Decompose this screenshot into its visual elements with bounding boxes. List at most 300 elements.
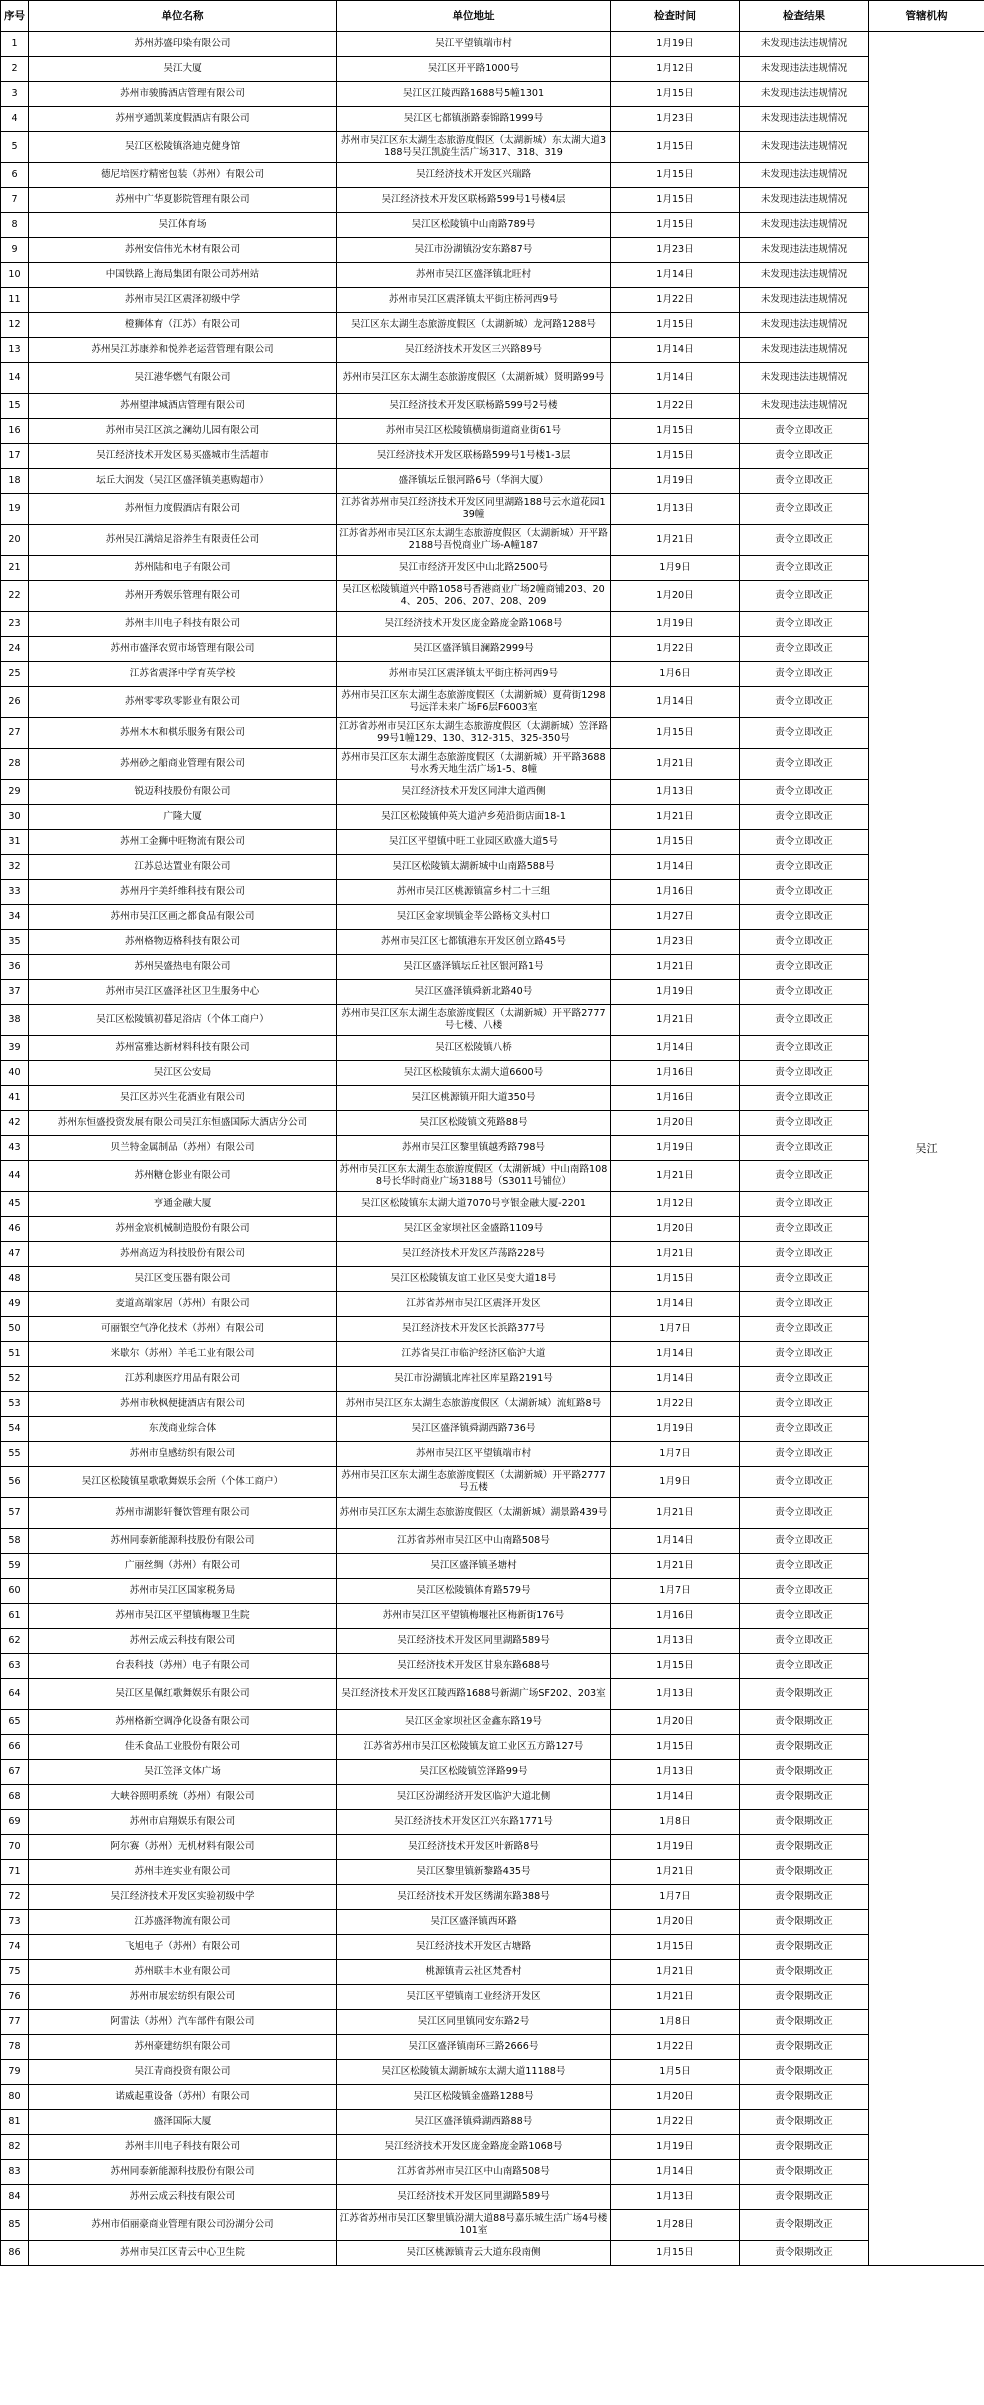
table-row xyxy=(1,1679,984,1710)
inspection-result: 责令立即改正 xyxy=(740,1529,869,1554)
inspection-result: 责令立即改正 xyxy=(740,581,869,612)
table-row xyxy=(1,581,984,612)
unit-name: 苏州中广华夏影院管理有限公司 xyxy=(29,188,337,213)
inspection-date: 1月21日 xyxy=(611,1242,740,1267)
row-seq: 12 xyxy=(1,313,29,338)
row-seq: 19 xyxy=(1,494,29,525)
unit-address: 吴江区松陵镇太湖新城中山南路588号 xyxy=(337,855,611,880)
unit-name: 苏州富雅达新材料科技有限公司 xyxy=(29,1036,337,1061)
table-row xyxy=(1,188,984,213)
table-row xyxy=(1,1161,984,1192)
table-row xyxy=(1,637,984,662)
inspection-date: 1月21日 xyxy=(611,955,740,980)
row-seq: 40 xyxy=(1,1061,29,1086)
inspection-date: 1月21日 xyxy=(611,1554,740,1579)
row-seq: 83 xyxy=(1,2160,29,2185)
table-row xyxy=(1,1554,984,1579)
table-row xyxy=(1,1342,984,1367)
table-row xyxy=(1,1710,984,1735)
row-seq: 76 xyxy=(1,1985,29,2010)
inspection-result: 未发现违法违规情况 xyxy=(740,338,869,363)
inspection-result: 责令立即改正 xyxy=(740,880,869,905)
unit-address: 吴江市汾湖镇北库社区库星路2191号 xyxy=(337,1367,611,1392)
unit-address: 江苏省苏州市吴江区东太湖生态旅游度假区（太湖新城）开平路2188号吾悦商业广场-A幢187 xyxy=(337,525,611,556)
unit-address: 苏州市吴江区震泽镇太平街庄桥河西9号 xyxy=(337,662,611,687)
inspection-result: 责令限期改正 xyxy=(740,1885,869,1910)
inspection-date: 1月20日 xyxy=(611,581,740,612)
table-row xyxy=(1,1192,984,1217)
inspection-date: 1月21日 xyxy=(611,1161,740,1192)
unit-name: 苏州同泰新能源科技股份有限公司 xyxy=(29,1529,337,1554)
inspection-date: 1月14日 xyxy=(611,1342,740,1367)
unit-address: 吴江区松陵镇文苑路88号 xyxy=(337,1111,611,1136)
header-authority: 管辖机构 xyxy=(869,1,984,32)
table-row xyxy=(1,1935,984,1960)
inspection-result: 责令立即改正 xyxy=(740,612,869,637)
table-row xyxy=(1,263,984,288)
unit-name: 盛泽国际大厦 xyxy=(29,2110,337,2135)
unit-name: 东茂商业综合体 xyxy=(29,1417,337,1442)
inspection-date: 1月22日 xyxy=(611,2035,740,2060)
unit-address: 吴江区桃源镇青云大道东段南侧 xyxy=(337,2241,611,2266)
row-seq: 73 xyxy=(1,1910,29,1935)
unit-name: 苏州市盛泽农贸市场管理有限公司 xyxy=(29,637,337,662)
inspection-date: 1月19日 xyxy=(611,1417,740,1442)
unit-name: 苏州格物迈格科技有限公司 xyxy=(29,930,337,955)
row-seq: 9 xyxy=(1,238,29,263)
table-row xyxy=(1,1317,984,1342)
row-seq: 14 xyxy=(1,363,29,394)
inspection-result: 责令立即改正 xyxy=(740,1498,869,1529)
unit-address: 苏州市吴江区东太湖生态旅游度假区（太湖新城）贤明路99号 xyxy=(337,363,611,394)
table-row xyxy=(1,132,984,163)
unit-name: 苏州豪建纺织有限公司 xyxy=(29,2035,337,2060)
inspection-date: 1月14日 xyxy=(611,687,740,718)
unit-address: 吴江经济技术开发区长浜路377号 xyxy=(337,1317,611,1342)
inspection-result: 责令立即改正 xyxy=(740,1629,869,1654)
table-row xyxy=(1,2110,984,2135)
inspection-date: 1月7日 xyxy=(611,1579,740,1604)
unit-address: 吴江区松陵镇太湖新城东太湖大道11188号 xyxy=(337,2060,611,2085)
unit-address: 吴江经济技术开发区芦荡路228号 xyxy=(337,1242,611,1267)
unit-address: 吴江区盛泽镇舜新北路40号 xyxy=(337,980,611,1005)
unit-name: 阿尔赛（苏州）无机材料有限公司 xyxy=(29,1835,337,1860)
table-row xyxy=(1,1835,984,1860)
inspection-date: 1月5日 xyxy=(611,2060,740,2085)
table-row xyxy=(1,1136,984,1161)
row-seq: 45 xyxy=(1,1192,29,1217)
authority-cell: 吴江 xyxy=(869,32,984,2266)
unit-address: 吴江区桃源镇开阳大道350号 xyxy=(337,1086,611,1111)
inspection-result: 责令立即改正 xyxy=(740,749,869,780)
row-seq: 17 xyxy=(1,444,29,469)
table-row xyxy=(1,1498,984,1529)
unit-name: 台表科技（苏州）电子有限公司 xyxy=(29,1654,337,1679)
unit-name: 中国铁路上海局集团有限公司苏州站 xyxy=(29,263,337,288)
unit-name: 苏州苏盛印染有限公司 xyxy=(29,32,337,57)
unit-address: 江苏省苏州市吴江区震泽开发区 xyxy=(337,1292,611,1317)
table-row xyxy=(1,1885,984,1910)
inspection-date: 1月14日 xyxy=(611,1367,740,1392)
inspection-date: 1月19日 xyxy=(611,469,740,494)
unit-address: 吴江经济技术开发区同里湖路589号 xyxy=(337,2185,611,2210)
unit-name: 广隆大厦 xyxy=(29,805,337,830)
inspection-result: 责令立即改正 xyxy=(740,1467,869,1498)
unit-address: 苏州市吴江区东太湖生态旅游度假区（太湖新城）开平路2777号五楼 xyxy=(337,1467,611,1498)
inspection-result: 未发现违法违规情况 xyxy=(740,163,869,188)
unit-address: 苏州市吴江区东太湖生态旅游度假区（太湖新城）夏荷街1298号远洋未来广场F6层F6003室 xyxy=(337,687,611,718)
inspection-result: 责令立即改正 xyxy=(740,1579,869,1604)
row-seq: 21 xyxy=(1,556,29,581)
unit-address: 吴江区东太湖生态旅游度假区（太湖新城）龙河路1288号 xyxy=(337,313,611,338)
inspection-date: 1月21日 xyxy=(611,1498,740,1529)
unit-name: 苏州陆和电子有限公司 xyxy=(29,556,337,581)
inspection-result: 责令限期改正 xyxy=(740,1860,869,1885)
header-inspection-result: 检查结果 xyxy=(740,1,869,32)
table-row xyxy=(1,612,984,637)
row-seq: 44 xyxy=(1,1161,29,1192)
inspection-date: 1月15日 xyxy=(611,188,740,213)
table-row xyxy=(1,662,984,687)
inspection-date: 1月15日 xyxy=(611,830,740,855)
unit-address: 吴江经济技术开发区甘泉东路688号 xyxy=(337,1654,611,1679)
unit-name: 佳禾食品工业股份有限公司 xyxy=(29,1735,337,1760)
inspection-result: 责令限期改正 xyxy=(740,1760,869,1785)
unit-address: 吴江区盛泽镇目澜路2999号 xyxy=(337,637,611,662)
row-seq: 71 xyxy=(1,1860,29,1885)
table-row xyxy=(1,955,984,980)
unit-address: 吴江经济技术开发区庞金路庞金路1068号 xyxy=(337,612,611,637)
inspection-result: 未发现违法违规情况 xyxy=(740,82,869,107)
unit-name: 苏州联丰木业有限公司 xyxy=(29,1960,337,1985)
row-seq: 24 xyxy=(1,637,29,662)
row-seq: 23 xyxy=(1,612,29,637)
inspection-result: 责令立即改正 xyxy=(740,494,869,525)
row-seq: 1 xyxy=(1,32,29,57)
inspection-result: 责令立即改正 xyxy=(740,1192,869,1217)
inspection-result: 责令限期改正 xyxy=(740,1785,869,1810)
unit-name: 苏州高迈为科技股份有限公司 xyxy=(29,1242,337,1267)
unit-name: 吴江区松陵镇星歌歌舞娱乐会所（个体工商户） xyxy=(29,1467,337,1498)
inspection-result: 责令立即改正 xyxy=(740,805,869,830)
inspection-date: 1月14日 xyxy=(611,338,740,363)
unit-address: 吴江区盛泽镇圣塘村 xyxy=(337,1554,611,1579)
inspection-result: 未发现违法违规情况 xyxy=(740,132,869,163)
table-row xyxy=(1,1985,984,2010)
table-row xyxy=(1,780,984,805)
unit-name: 苏州安信伟光木材有限公司 xyxy=(29,238,337,263)
inspection-date: 1月15日 xyxy=(611,1654,740,1679)
table-row xyxy=(1,880,984,905)
unit-address: 吴江区平望镇中旺工业园区欧盛大道5号 xyxy=(337,830,611,855)
table-row xyxy=(1,394,984,419)
unit-name: 苏州格新空调净化设备有限公司 xyxy=(29,1710,337,1735)
inspection-date: 1月16日 xyxy=(611,1086,740,1111)
unit-name: 苏州市展宏纺织有限公司 xyxy=(29,1985,337,2010)
inspection-result: 责令立即改正 xyxy=(740,1654,869,1679)
inspection-date: 1月21日 xyxy=(611,1960,740,1985)
unit-name: 苏州金宸机械制造股份有限公司 xyxy=(29,1217,337,1242)
unit-address: 苏州市吴江区东太湖生态旅游度假区（太湖新城）湖景路439号 xyxy=(337,1498,611,1529)
row-seq: 16 xyxy=(1,419,29,444)
inspection-date: 1月13日 xyxy=(611,780,740,805)
row-seq: 48 xyxy=(1,1267,29,1292)
inspection-result: 责令立即改正 xyxy=(740,905,869,930)
table-row xyxy=(1,1467,984,1498)
unit-address: 吴江区金家坝社区金鑫东路19号 xyxy=(337,1710,611,1735)
inspection-date: 1月7日 xyxy=(611,1442,740,1467)
row-seq: 84 xyxy=(1,2185,29,2210)
unit-address: 江苏省苏州市吴江区中山南路508号 xyxy=(337,1529,611,1554)
row-seq: 74 xyxy=(1,1935,29,1960)
inspection-date: 1月15日 xyxy=(611,1735,740,1760)
inspection-result: 责令限期改正 xyxy=(740,1985,869,2010)
unit-name: 橙狮体育（江苏）有限公司 xyxy=(29,313,337,338)
row-seq: 18 xyxy=(1,469,29,494)
unit-address: 苏州市吴江区东太湖生态旅游度假区（太湖新城）流虹路8号 xyxy=(337,1392,611,1417)
header-unit-name: 单位名称 xyxy=(29,1,337,32)
row-seq: 11 xyxy=(1,288,29,313)
unit-address: 苏州市吴江区东太湖生态旅游度假区（太湖新城）东太湖大道3188号吴江凯旋生活广场317、318、319 xyxy=(337,132,611,163)
row-seq: 35 xyxy=(1,930,29,955)
inspection-result: 责令立即改正 xyxy=(740,1604,869,1629)
table-row xyxy=(1,749,984,780)
inspection-result: 责令立即改正 xyxy=(740,1392,869,1417)
inspection-date: 1月22日 xyxy=(611,394,740,419)
table-row xyxy=(1,1005,984,1036)
inspection-result: 未发现违法违规情况 xyxy=(740,238,869,263)
row-seq: 56 xyxy=(1,1467,29,1498)
inspection-result: 责令限期改正 xyxy=(740,1960,869,1985)
inspection-result: 责令立即改正 xyxy=(740,855,869,880)
unit-address: 吴江经济技术开发区庞金路庞金路1068号 xyxy=(337,2135,611,2160)
inspection-date: 1月14日 xyxy=(611,1036,740,1061)
inspection-date: 1月15日 xyxy=(611,313,740,338)
unit-name: 苏州云成云科技有限公司 xyxy=(29,1629,337,1654)
row-seq: 85 xyxy=(1,2210,29,2241)
inspection-date: 1月15日 xyxy=(611,444,740,469)
unit-address: 吴江区黎里镇新黎路435号 xyxy=(337,1860,611,1885)
inspection-date: 1月21日 xyxy=(611,805,740,830)
row-seq: 37 xyxy=(1,980,29,1005)
unit-address: 苏州市吴江区松陵镇横扇街道商业街61号 xyxy=(337,419,611,444)
row-seq: 33 xyxy=(1,880,29,905)
unit-address: 吴江区七都镇浙路泰锦路1999号 xyxy=(337,107,611,132)
inspection-result: 未发现违法违规情况 xyxy=(740,263,869,288)
inspection-date: 1月15日 xyxy=(611,419,740,444)
unit-address: 盛泽镇坛丘银河路6号（华润大厦） xyxy=(337,469,611,494)
inspection-result: 责令立即改正 xyxy=(740,980,869,1005)
table-row xyxy=(1,2185,984,2210)
inspection-result: 责令立即改正 xyxy=(740,1111,869,1136)
inspection-result: 未发现违法违规情况 xyxy=(740,363,869,394)
unit-address: 吴江区江陵西路1688号5幢1301 xyxy=(337,82,611,107)
unit-name: 苏州恒力度假酒店有限公司 xyxy=(29,494,337,525)
unit-address: 吴江区松陵镇东太湖大道7070号亨银金融大厦-2201 xyxy=(337,1192,611,1217)
unit-name: 苏州零零玖零影业有限公司 xyxy=(29,687,337,718)
table-row xyxy=(1,1061,984,1086)
unit-address: 吴江平望镇端市村 xyxy=(337,32,611,57)
inspection-result: 责令立即改正 xyxy=(740,1061,869,1086)
inspection-date: 1月15日 xyxy=(611,718,740,749)
inspection-result: 责令限期改正 xyxy=(740,1679,869,1710)
row-seq: 66 xyxy=(1,1735,29,1760)
row-seq: 63 xyxy=(1,1654,29,1679)
unit-name: 苏州市吴江区震泽初级中学 xyxy=(29,288,337,313)
table-body xyxy=(1,32,984,2266)
inspection-result: 责令立即改正 xyxy=(740,1267,869,1292)
inspection-date: 1月16日 xyxy=(611,1604,740,1629)
row-seq: 68 xyxy=(1,1785,29,1810)
row-seq: 28 xyxy=(1,749,29,780)
inspection-result: 责令立即改正 xyxy=(740,1554,869,1579)
row-seq: 8 xyxy=(1,213,29,238)
unit-name: 苏州吴盛热电有限公司 xyxy=(29,955,337,980)
row-seq: 62 xyxy=(1,1629,29,1654)
row-seq: 82 xyxy=(1,2135,29,2160)
inspection-date: 1月27日 xyxy=(611,905,740,930)
unit-address: 吴江区汾湖经济开发区临沪大道北侧 xyxy=(337,1785,611,1810)
table-row xyxy=(1,313,984,338)
inspection-date: 1月14日 xyxy=(611,363,740,394)
unit-address: 苏州市吴江区七都镇港东开发区创立路45号 xyxy=(337,930,611,955)
unit-name: 苏州东恒盛投资发展有限公司吴江东恒盛国际大酒店分公司 xyxy=(29,1111,337,1136)
unit-address: 吴江经济技术开发区兴瑞路 xyxy=(337,163,611,188)
inspection-date: 1月7日 xyxy=(611,1885,740,1910)
unit-address: 江苏省苏州市吴江区中山南路508号 xyxy=(337,2160,611,2185)
table-row xyxy=(1,1529,984,1554)
row-seq: 69 xyxy=(1,1810,29,1835)
inspection-date: 1月15日 xyxy=(611,2241,740,2266)
header-seq: 序号 xyxy=(1,1,29,32)
unit-address: 吴江区盛泽镇西环路 xyxy=(337,1910,611,1935)
inspection-date: 1月15日 xyxy=(611,163,740,188)
unit-name: 吴江港华燃气有限公司 xyxy=(29,363,337,394)
row-seq: 22 xyxy=(1,581,29,612)
table-row xyxy=(1,556,984,581)
inspection-date: 1月12日 xyxy=(611,57,740,82)
table-header-row xyxy=(1,1,984,32)
table-row xyxy=(1,1760,984,1785)
unit-address: 吴江经济技术开发区同津大道西侧 xyxy=(337,780,611,805)
table-row xyxy=(1,2241,984,2266)
unit-address: 吴江经济技术开发区江兴东路1771号 xyxy=(337,1810,611,1835)
table-row xyxy=(1,444,984,469)
row-seq: 26 xyxy=(1,687,29,718)
row-seq: 43 xyxy=(1,1136,29,1161)
table-row xyxy=(1,1036,984,1061)
inspection-result: 责令立即改正 xyxy=(740,955,869,980)
table-row xyxy=(1,238,984,263)
row-seq: 59 xyxy=(1,1554,29,1579)
table-row xyxy=(1,57,984,82)
inspection-date: 1月14日 xyxy=(611,1529,740,1554)
inspection-result: 责令限期改正 xyxy=(740,1910,869,1935)
inspection-result: 责令限期改正 xyxy=(740,2160,869,2185)
inspection-result: 责令立即改正 xyxy=(740,556,869,581)
row-seq: 15 xyxy=(1,394,29,419)
unit-address: 吴江区松陵镇体育路579号 xyxy=(337,1579,611,1604)
inspection-result: 责令限期改正 xyxy=(740,2110,869,2135)
unit-address: 吴江市汾湖镇汾安东路87号 xyxy=(337,238,611,263)
row-seq: 38 xyxy=(1,1005,29,1036)
inspection-date: 1月19日 xyxy=(611,1835,740,1860)
unit-address: 吴江区同里镇同安东路2号 xyxy=(337,2010,611,2035)
row-seq: 52 xyxy=(1,1367,29,1392)
unit-name: 苏州市吴江区国家税务局 xyxy=(29,1579,337,1604)
row-seq: 20 xyxy=(1,525,29,556)
unit-address: 吴江区松陵镇东太湖大道6600号 xyxy=(337,1061,611,1086)
inspection-result: 未发现违法违规情况 xyxy=(740,57,869,82)
unit-name: 苏州市佰丽豪商业管理有限公司汾湖分公司 xyxy=(29,2210,337,2241)
inspection-date: 1月22日 xyxy=(611,2110,740,2135)
row-seq: 70 xyxy=(1,1835,29,1860)
unit-name: 苏州望津城酒店管理有限公司 xyxy=(29,394,337,419)
unit-name: 苏州市秋枫便捷酒店有限公司 xyxy=(29,1392,337,1417)
inspection-date: 1月6日 xyxy=(611,662,740,687)
row-seq: 29 xyxy=(1,780,29,805)
table-row xyxy=(1,2060,984,2085)
row-seq: 61 xyxy=(1,1604,29,1629)
unit-name: 阿雷法（苏州）汽车部件有限公司 xyxy=(29,2010,337,2035)
unit-address: 苏州市吴江区黎里镇越秀路798号 xyxy=(337,1136,611,1161)
table-row xyxy=(1,1417,984,1442)
unit-address: 吴江经济技术开发区叶新路8号 xyxy=(337,1835,611,1860)
unit-name: 苏州开秀娱乐管理有限公司 xyxy=(29,581,337,612)
inspection-result: 未发现违法违规情况 xyxy=(740,313,869,338)
unit-name: 吴江经济技术开发区易买盛城市生活超市 xyxy=(29,444,337,469)
unit-address: 江苏省苏州市吴江经济技术开发区同里湖路188号云水道花园139幢 xyxy=(337,494,611,525)
table-row xyxy=(1,1604,984,1629)
table-row xyxy=(1,1442,984,1467)
table-row xyxy=(1,687,984,718)
table-row xyxy=(1,338,984,363)
inspection-date: 1月23日 xyxy=(611,107,740,132)
inspection-date: 1月19日 xyxy=(611,2135,740,2160)
row-seq: 41 xyxy=(1,1086,29,1111)
inspection-date: 1月20日 xyxy=(611,1910,740,1935)
table-row xyxy=(1,469,984,494)
row-seq: 5 xyxy=(1,132,29,163)
unit-name: 苏州市吴江区画之都食品有限公司 xyxy=(29,905,337,930)
unit-name: 吴江体育场 xyxy=(29,213,337,238)
unit-name: 坛丘大润发（吴江区盛泽镇美惠购超市） xyxy=(29,469,337,494)
table-row xyxy=(1,525,984,556)
table-row xyxy=(1,1810,984,1835)
table-row xyxy=(1,2085,984,2110)
inspection-date: 1月20日 xyxy=(611,1710,740,1735)
unit-name: 贝兰特金属制品（苏州）有限公司 xyxy=(29,1136,337,1161)
inspection-date: 1月21日 xyxy=(611,749,740,780)
inspection-result: 责令立即改正 xyxy=(740,1442,869,1467)
unit-name: 吴江区星佩红歌舞娱乐有限公司 xyxy=(29,1679,337,1710)
inspection-date: 1月15日 xyxy=(611,213,740,238)
row-seq: 4 xyxy=(1,107,29,132)
table-row xyxy=(1,830,984,855)
inspection-result: 责令限期改正 xyxy=(740,2210,869,2241)
unit-address: 吴江区松陵镇八桥 xyxy=(337,1036,611,1061)
inspection-date: 1月9日 xyxy=(611,556,740,581)
inspection-date: 1月28日 xyxy=(611,2210,740,2241)
table-row xyxy=(1,718,984,749)
row-seq: 50 xyxy=(1,1317,29,1342)
inspection-result: 责令限期改正 xyxy=(740,2085,869,2110)
unit-name: 飞旭电子（苏州）有限公司 xyxy=(29,1935,337,1960)
unit-name: 吴江区松陵镇初暮足浴店（个体工商户） xyxy=(29,1005,337,1036)
inspection-date: 1月20日 xyxy=(611,1217,740,1242)
inspection-result: 责令立即改正 xyxy=(740,1242,869,1267)
table-row xyxy=(1,930,984,955)
